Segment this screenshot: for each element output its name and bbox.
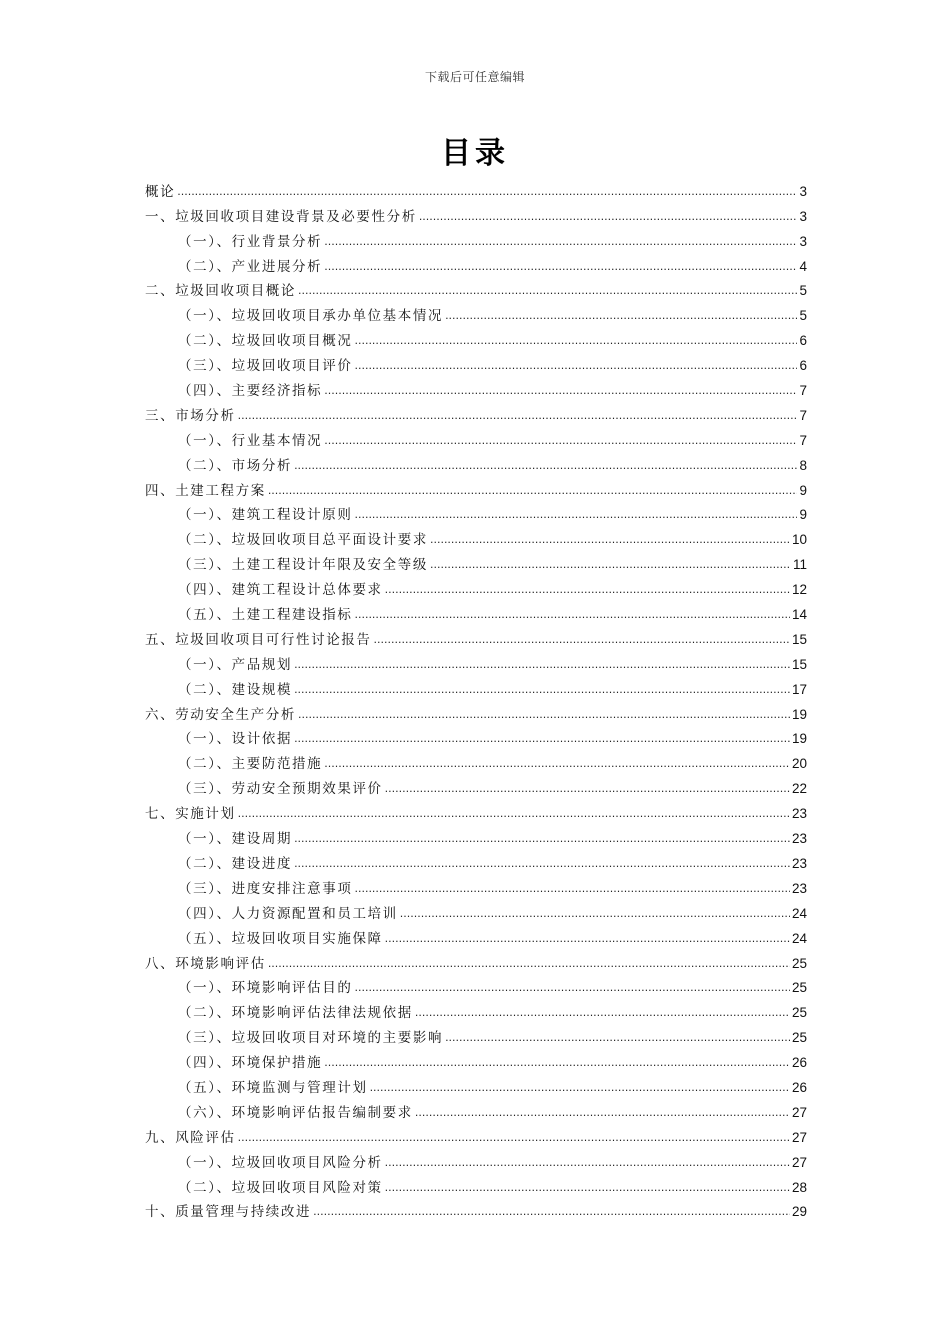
toc-subsection-entry[interactable]: [145, 425, 807, 450]
toc-entry-title: （一）、设计依据: [178, 731, 293, 748]
toc-subsection-entry[interactable]: [145, 649, 807, 674]
toc-subsection-entry[interactable]: [145, 997, 807, 1022]
toc-page-number: 20: [791, 756, 807, 772]
toc-subsection-entry[interactable]: [145, 450, 807, 475]
toc-entry-title: （五）、垃圾回收项目实施保障: [178, 930, 383, 947]
toc-subsection-entry[interactable]: [145, 549, 807, 574]
toc-dot-leader: [445, 309, 797, 323]
toc-page-number: 17: [791, 681, 807, 697]
toc-page-number: 29: [791, 1204, 807, 1220]
toc-entry-title: 七、实施计划: [145, 806, 236, 823]
toc-entry-title: （二）、垃圾回收项目概况: [178, 333, 353, 350]
toc-entry-title: 概论: [145, 183, 176, 200]
toc-entry-title: （五）、环境监测与管理计划: [178, 1079, 368, 1096]
toc-dot-leader: [374, 633, 790, 647]
toc-dot-leader: [324, 384, 797, 398]
toc-dot-leader: [238, 409, 798, 423]
toc-page-number: 8: [799, 457, 807, 473]
toc-page-number: 22: [791, 781, 807, 797]
toc-dot-leader: [298, 708, 790, 722]
toc-dot-leader: [298, 284, 797, 298]
toc-entry-title: 八、环境影响评估: [145, 955, 266, 972]
toc-dot-leader: [354, 981, 790, 995]
toc-dot-leader: [324, 757, 790, 771]
toc-dot-leader: [324, 260, 797, 274]
toc-subsection-entry[interactable]: [145, 350, 807, 375]
toc-dot-leader: [294, 732, 790, 746]
toc-section-entry[interactable]: [145, 276, 807, 301]
toc-entry-title: 四、土建工程方案: [145, 482, 266, 499]
header-note: 下载后可任意编辑: [424, 70, 525, 84]
toc-page-number: 14: [791, 607, 807, 623]
toc-subsection-entry[interactable]: [145, 674, 807, 699]
toc-dot-leader: [324, 434, 797, 448]
toc-entry-title: （一）、垃圾回收项目风险分析: [178, 1154, 383, 1171]
toc-page-number: 28: [791, 1179, 807, 1195]
toc-page-number: 5: [799, 308, 807, 324]
toc-entry-title: （一）、垃圾回收项目承办单位基本情况: [178, 308, 444, 325]
toc-subsection-entry[interactable]: [145, 325, 807, 350]
toc-dot-leader: [294, 857, 790, 871]
toc-dot-leader: [294, 832, 790, 846]
toc-page-number: 15: [791, 631, 807, 647]
toc-page-number: 15: [791, 656, 807, 672]
toc-subsection-entry[interactable]: [145, 973, 807, 998]
toc-page-number: 6: [799, 333, 807, 349]
toc-entry-title: （三）、垃圾回收项目评价: [178, 358, 353, 375]
toc-section-entry[interactable]: [145, 948, 807, 973]
toc-entry-title: 二、垃圾回收项目概论: [145, 283, 296, 300]
toc-subsection-entry[interactable]: [145, 1022, 807, 1047]
toc-page-number: 3: [799, 233, 807, 249]
toc-dot-leader: [324, 235, 797, 249]
toc-dot-leader: [385, 932, 790, 946]
toc-subsection-entry[interactable]: [145, 898, 807, 923]
toc-entry-title: （四）、人力资源配置和员工培训: [178, 905, 398, 922]
toc-subsection-entry[interactable]: [145, 724, 807, 749]
toc-subsection-entry[interactable]: [145, 500, 807, 525]
toc-page-number: 25: [791, 1005, 807, 1021]
toc-page-number: 4: [799, 258, 807, 274]
toc-entry-title: （二）、垃圾回收项目总平面设计要求: [178, 532, 428, 549]
toc-dot-leader: [385, 1181, 790, 1195]
toc-dot-leader: [385, 583, 790, 597]
toc-subsection-entry[interactable]: [145, 1047, 807, 1072]
toc-subsection-entry[interactable]: [145, 226, 807, 251]
toc-section-entry[interactable]: [145, 699, 807, 724]
toc-subsection-entry[interactable]: [145, 1072, 807, 1097]
page-title: 目录: [441, 136, 509, 171]
toc-entry-title: （二）、建设进度: [178, 855, 293, 872]
toc-section-entry[interactable]: [145, 176, 807, 201]
toc-page-number: 9: [799, 482, 807, 498]
toc-entry-title: （六）、环境影响评估报告编制要求: [178, 1104, 413, 1121]
toc-dot-leader: [294, 658, 790, 672]
toc-entry-title: （二）、产业进展分析: [178, 258, 323, 275]
toc-page-number: 12: [791, 582, 807, 598]
toc-entry-title: （四）、建筑工程设计总体要求: [178, 582, 383, 599]
toc-subsection-entry[interactable]: [145, 251, 807, 276]
toc-subsection-entry[interactable]: [145, 375, 807, 400]
toc-entry-title: （一）、行业背景分析: [178, 233, 323, 250]
toc-page-number: 24: [791, 930, 807, 946]
toc-entry-title: （一）、环境影响评估目的: [178, 980, 353, 997]
toc-entry-title: （四）、主要经济指标: [178, 383, 323, 400]
toc-dot-leader: [354, 334, 797, 348]
toc-subsection-entry[interactable]: [145, 873, 807, 898]
toc-entry-title: （三）、进度安排注意事项: [178, 880, 353, 897]
toc-entry-title: （二）、市场分析: [178, 457, 293, 474]
toc-entry-title: （五）、土建工程建设指标: [178, 607, 353, 624]
toc-subsection-entry[interactable]: [145, 748, 807, 773]
toc-entry-title: （三）、劳动安全预期效果评价: [178, 781, 383, 798]
toc-dot-leader: [313, 1205, 790, 1219]
toc-page-number: 24: [791, 905, 807, 921]
toc-dot-leader: [268, 484, 798, 498]
toc-dot-leader: [419, 210, 798, 224]
toc-entry-title: （二）、建设规模: [178, 681, 293, 698]
toc-page-number: 10: [791, 532, 807, 548]
toc-entry-title: （三）、土建工程设计年限及安全等级: [178, 557, 428, 574]
toc-page-number: 7: [799, 407, 807, 423]
toc-section-entry[interactable]: [145, 1197, 807, 1222]
toc-entry-title: 五、垃圾回收项目可行性讨论报告: [145, 631, 372, 648]
toc-dot-leader: [415, 1106, 790, 1120]
toc-subsection-entry[interactable]: [145, 1172, 807, 1197]
toc-page-number: 26: [791, 1079, 807, 1095]
toc-dot-leader: [430, 533, 790, 547]
toc-dot-leader: [294, 683, 790, 697]
toc-subsection-entry[interactable]: [145, 574, 807, 599]
toc-dot-leader: [354, 359, 797, 373]
toc-entry-title: 十、质量管理与持续改进: [145, 1204, 312, 1221]
toc-entry-title: （二）、主要防范措施: [178, 756, 323, 773]
toc-section-entry[interactable]: [145, 624, 807, 649]
toc-dot-leader: [430, 558, 791, 572]
toc-dot-leader: [385, 782, 790, 796]
toc-page-number: 5: [799, 283, 807, 299]
toc-subsection-entry[interactable]: [145, 599, 807, 624]
toc-dot-leader: [294, 459, 797, 473]
toc-dot-leader: [400, 907, 790, 921]
toc-page-number: 23: [791, 880, 807, 896]
toc-page-number: 19: [791, 706, 807, 722]
toc-entry-title: （一）、行业基本情况: [178, 432, 323, 449]
toc-page-number: 6: [799, 358, 807, 374]
toc-dot-leader: [415, 1006, 790, 1020]
toc-subsection-entry[interactable]: [145, 1097, 807, 1122]
toc-subsection-entry[interactable]: [145, 773, 807, 798]
toc-entry-title: （一）、建设周期: [178, 831, 293, 848]
toc-subsection-entry[interactable]: [145, 524, 807, 549]
toc-page-number: 19: [791, 731, 807, 747]
toc-subsection-entry[interactable]: [145, 923, 807, 948]
toc-dot-leader: [268, 957, 790, 971]
toc-page-number: 7: [799, 383, 807, 399]
toc-page-number: 23: [791, 855, 807, 871]
toc-entry-title: （一）、产品规划: [178, 656, 293, 673]
toc-page-number: 11: [792, 557, 807, 573]
toc-page-number: 25: [791, 980, 807, 996]
toc-entry-title: （二）、环境影响评估法律法规依据: [178, 1005, 413, 1022]
toc-entry-title: 九、风险评估: [145, 1129, 236, 1146]
toc-dot-leader: [324, 1056, 790, 1070]
toc-section-entry[interactable]: [145, 798, 807, 823]
toc-dot-leader: [354, 508, 797, 522]
toc-page-number: 3: [799, 208, 807, 224]
toc-subsection-entry[interactable]: [145, 1147, 807, 1172]
toc-entry-title: 六、劳动安全生产分析: [145, 706, 296, 723]
toc-dot-leader: [354, 882, 790, 896]
toc-page-number: 26: [791, 1055, 807, 1071]
toc-dot-leader: [238, 1131, 790, 1145]
toc-subsection-entry[interactable]: [145, 823, 807, 848]
toc-section-entry[interactable]: [145, 201, 807, 226]
toc-dot-leader: [238, 807, 790, 821]
toc-page-number: 27: [791, 1129, 807, 1145]
toc-entry-title: （四）、环境保护措施: [178, 1055, 323, 1072]
toc-page-number: 23: [791, 831, 807, 847]
toc-subsection-entry[interactable]: [145, 300, 807, 325]
toc-subsection-entry[interactable]: [145, 848, 807, 873]
toc-entry-title: 三、市场分析: [145, 407, 236, 424]
toc-entry-title: 一、垃圾回收项目建设背景及必要性分析: [145, 208, 417, 225]
toc-page-number: 27: [791, 1154, 807, 1170]
toc-dot-leader: [177, 185, 797, 199]
toc-section-entry[interactable]: [145, 475, 807, 500]
toc-page-number: 9: [799, 507, 807, 523]
toc-page-number: 3: [799, 183, 807, 199]
toc-page-number: 7: [799, 432, 807, 448]
toc-section-entry[interactable]: [145, 1122, 807, 1147]
toc-entry-title: （三）、垃圾回收项目对环境的主要影响: [178, 1030, 444, 1047]
toc-page-number: 25: [791, 1030, 807, 1046]
toc-page-number: 27: [791, 1104, 807, 1120]
toc-section-entry[interactable]: [145, 400, 807, 425]
table-of-contents: [145, 176, 807, 1221]
toc-entry-title: （二）、垃圾回收项目风险对策: [178, 1179, 383, 1196]
toc-page-number: 23: [791, 806, 807, 822]
toc-dot-leader: [445, 1031, 790, 1045]
toc-dot-leader: [354, 608, 790, 622]
toc-entry-title: （一）、建筑工程设计原则: [178, 507, 353, 524]
toc-dot-leader: [370, 1081, 790, 1095]
toc-dot-leader: [385, 1156, 790, 1170]
toc-page-number: 25: [791, 955, 807, 971]
